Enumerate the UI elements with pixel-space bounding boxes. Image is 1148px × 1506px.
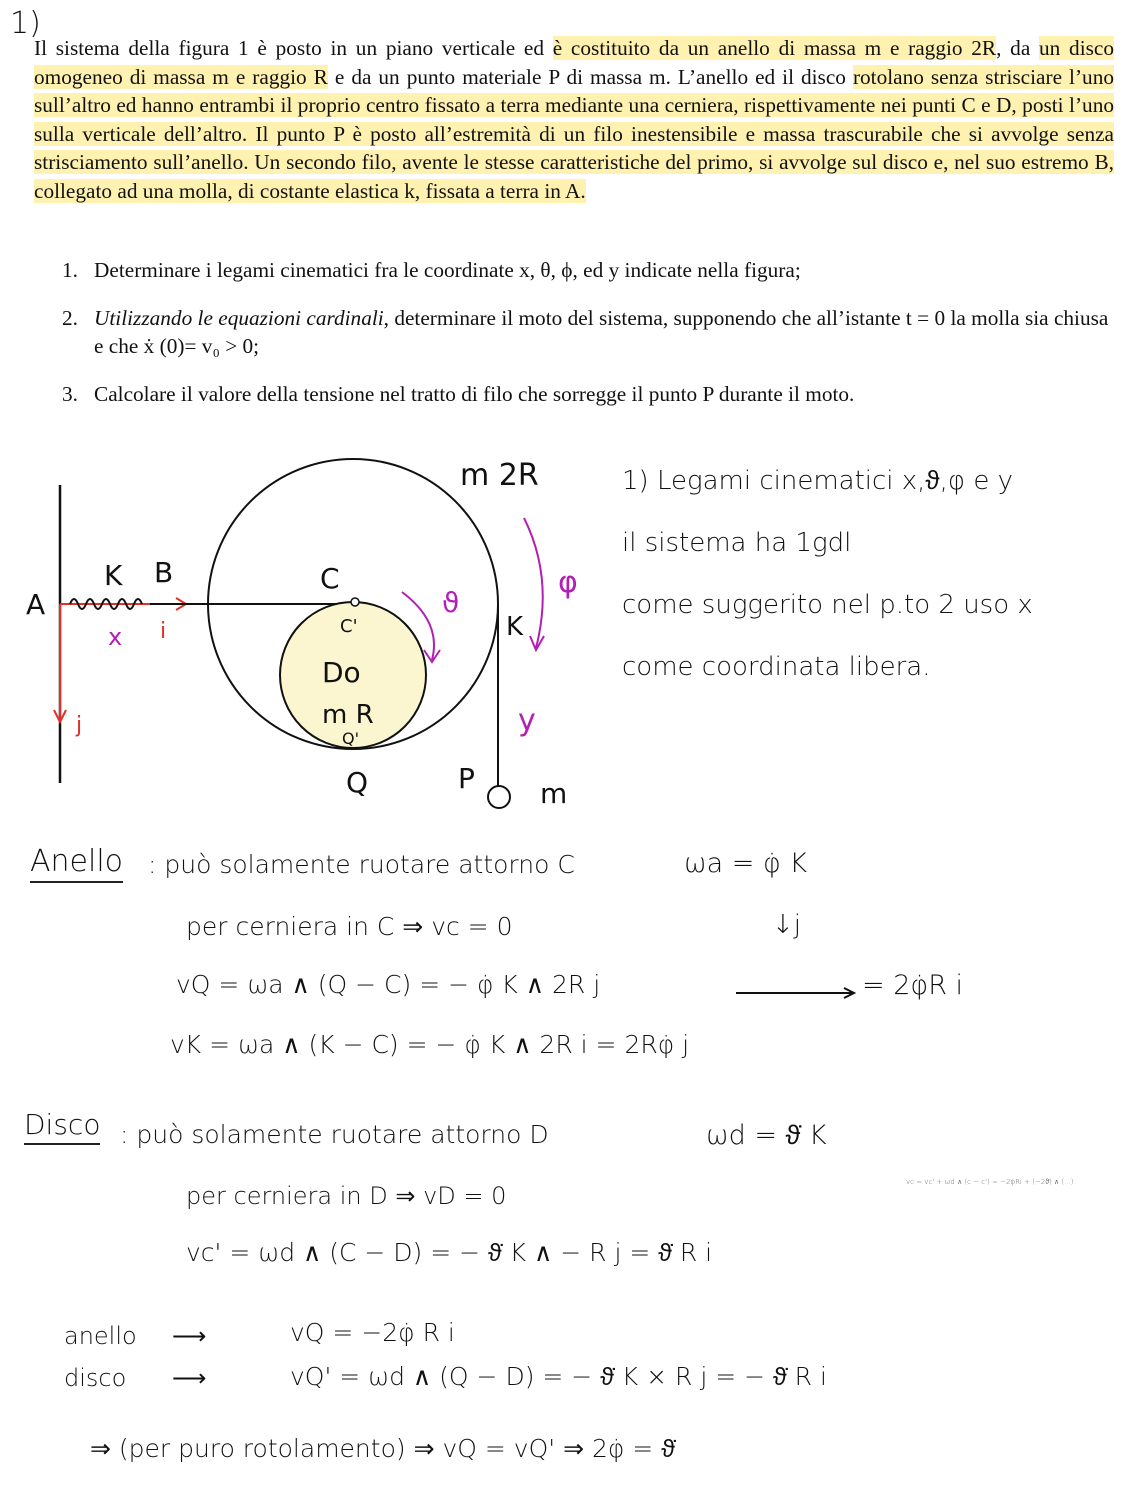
question-text	[94, 304, 1114, 361]
disco-title: Disco	[24, 1108, 100, 1145]
label-theta: ϑ	[442, 586, 460, 619]
question-number: 2.	[62, 305, 78, 330]
omega-d: ωd = ϑ̇ K	[706, 1120, 827, 1151]
intro-highlight: è costituito da un anello di massa m e raggio 2R	[552, 36, 997, 60]
compare-expr: vQ' = ωd ∧ (Q − D) = − ϑ̇ K × R j = − ϑ̇ R i	[290, 1362, 827, 1391]
arrow-j: ↓j	[772, 910, 802, 940]
v-q-expr: vQ = ωa ∧ (Q − C) = − φ̇ K ∧ 2R j	[176, 970, 601, 999]
label-k-point: K	[506, 612, 524, 642]
label-c: C	[320, 562, 340, 595]
question-item	[62, 256, 1114, 285]
mechanism-figure	[0, 420, 620, 820]
question-item	[62, 380, 1114, 409]
problem-number: 1)	[10, 6, 41, 41]
note-line: 1) Legami cinematici x,ϑ,φ e y	[622, 466, 1013, 496]
question-number: 3.	[62, 381, 78, 406]
label-phi: φ	[558, 565, 578, 600]
label-m: m	[540, 777, 568, 810]
question-rest: , determinare il moto del sistema, supponendo che all’istante t = 0 la molla sia chiusa e che ẋ (0)= v₀ > 0;	[94, 305, 1109, 359]
compare-arrow: ⟶	[172, 1364, 207, 1392]
note-line: come suggerito nel p.to 2 uso x	[622, 590, 1033, 620]
label-k-spring: K	[104, 559, 123, 592]
compare-arrow: ⟶	[172, 1322, 207, 1350]
note-line: come coordinata libera.	[622, 652, 931, 682]
question-italic: Utilizzando le equazioni cardinali	[94, 305, 384, 330]
compare-expr: vQ = −2φ̇ R i	[290, 1318, 455, 1347]
intro-part: , da	[996, 36, 1040, 60]
intro-highlight: rotolano senza strisciare l’uno sull’altro ed hanno entrambi il proprio centro fissato a terra mediante una cerniera, rispettivamente nei punti C e D, posti l’uno sulla verticale dell’altro. Il punto P è posto all’estremità di un filo inestensibile e massa trascurabile che si avvolge senza strisciamento sull’anello. Un secondo filo, avente le stesse caratteristiche del primo, si avvolge sul disco e, nel suo estremo B, collegato ad una molla, di costante elastica k, fissata a terra in A.	[34, 64, 1114, 203]
anello-line: : può solamente ruotare attorno C	[148, 850, 575, 879]
label-q-prime: Q'	[342, 729, 359, 748]
problem-statement	[34, 34, 1114, 206]
v-c-prime-expr: vc' = ωd ∧ (C − D) = − ϑ̇ K ∧ − R j = ϑ̇ R i	[186, 1238, 713, 1267]
intro-part: e da un punto materiale P di massa m. L’anello ed il disco	[327, 64, 853, 89]
anello-title: Anello	[30, 844, 123, 883]
question-text: Calcolare il valore della tensione nel tratto di filo che sorregge il punto P durante il moto.	[94, 381, 855, 406]
tiny-note: vc = vc' + ωd ∧ (c − c') = −2φ̇Ri + (−2ϑ̇) ∧ (...)	[906, 1178, 1074, 1186]
phi-arrow	[524, 518, 543, 648]
label-y: y	[518, 703, 536, 738]
label-c-prime: C'	[340, 616, 358, 637]
question-number: 1.	[62, 258, 78, 282]
label-disk-d: Do	[322, 656, 361, 689]
question-list	[62, 256, 1114, 427]
label-q: Q	[346, 766, 369, 799]
label-j: j	[76, 713, 83, 738]
anello-hinge: per cerniera in C ⇒ vc = 0	[186, 912, 513, 941]
label-disk-mass: m R	[322, 700, 374, 730]
compare-label: anello	[64, 1322, 137, 1350]
compare-label: disco	[64, 1364, 127, 1392]
intro-highlight: un disco omogeneo di massa m e raggio R	[34, 36, 1114, 89]
question-item	[62, 304, 1114, 361]
v-q-result: = 2φ̇R i	[862, 970, 964, 1001]
point-p	[488, 786, 510, 808]
ring-label: m 2R	[460, 458, 539, 493]
disco-line: : può solamente ruotare attorno D	[120, 1120, 549, 1149]
label-a: A	[26, 588, 46, 621]
disco-hinge: per cerniera in D ⇒ vD = 0	[186, 1182, 507, 1210]
conclusion: ⇒ (per puro rotolamento) ⇒ vQ = vQ' ⇒ 2φ̇ = ϑ̇	[90, 1434, 675, 1463]
v-k-expr: vK = ωa ∧ (K − C) = − φ̇ K ∧ 2R i = 2Rφ̇ j	[170, 1030, 690, 1059]
derivation	[0, 830, 1148, 1506]
label-i: i	[160, 619, 167, 644]
intro-part: Il sistema della figura 1 è posto in un piano verticale ed	[34, 36, 553, 60]
kinematic-notes	[622, 450, 1122, 698]
hinge-c	[351, 598, 359, 606]
label-b: B	[154, 556, 174, 589]
question-text: Determinare i legami cinematici fra le coordinate x, θ, ϕ, ed y indicate nella figura;	[94, 258, 801, 282]
label-x: x	[108, 623, 123, 651]
transform-arrow	[734, 986, 864, 1000]
omega-a: ωa = φ̇ K	[684, 848, 808, 879]
note-line: il sistema ha 1gdl	[622, 528, 852, 558]
label-p: P	[458, 762, 475, 795]
